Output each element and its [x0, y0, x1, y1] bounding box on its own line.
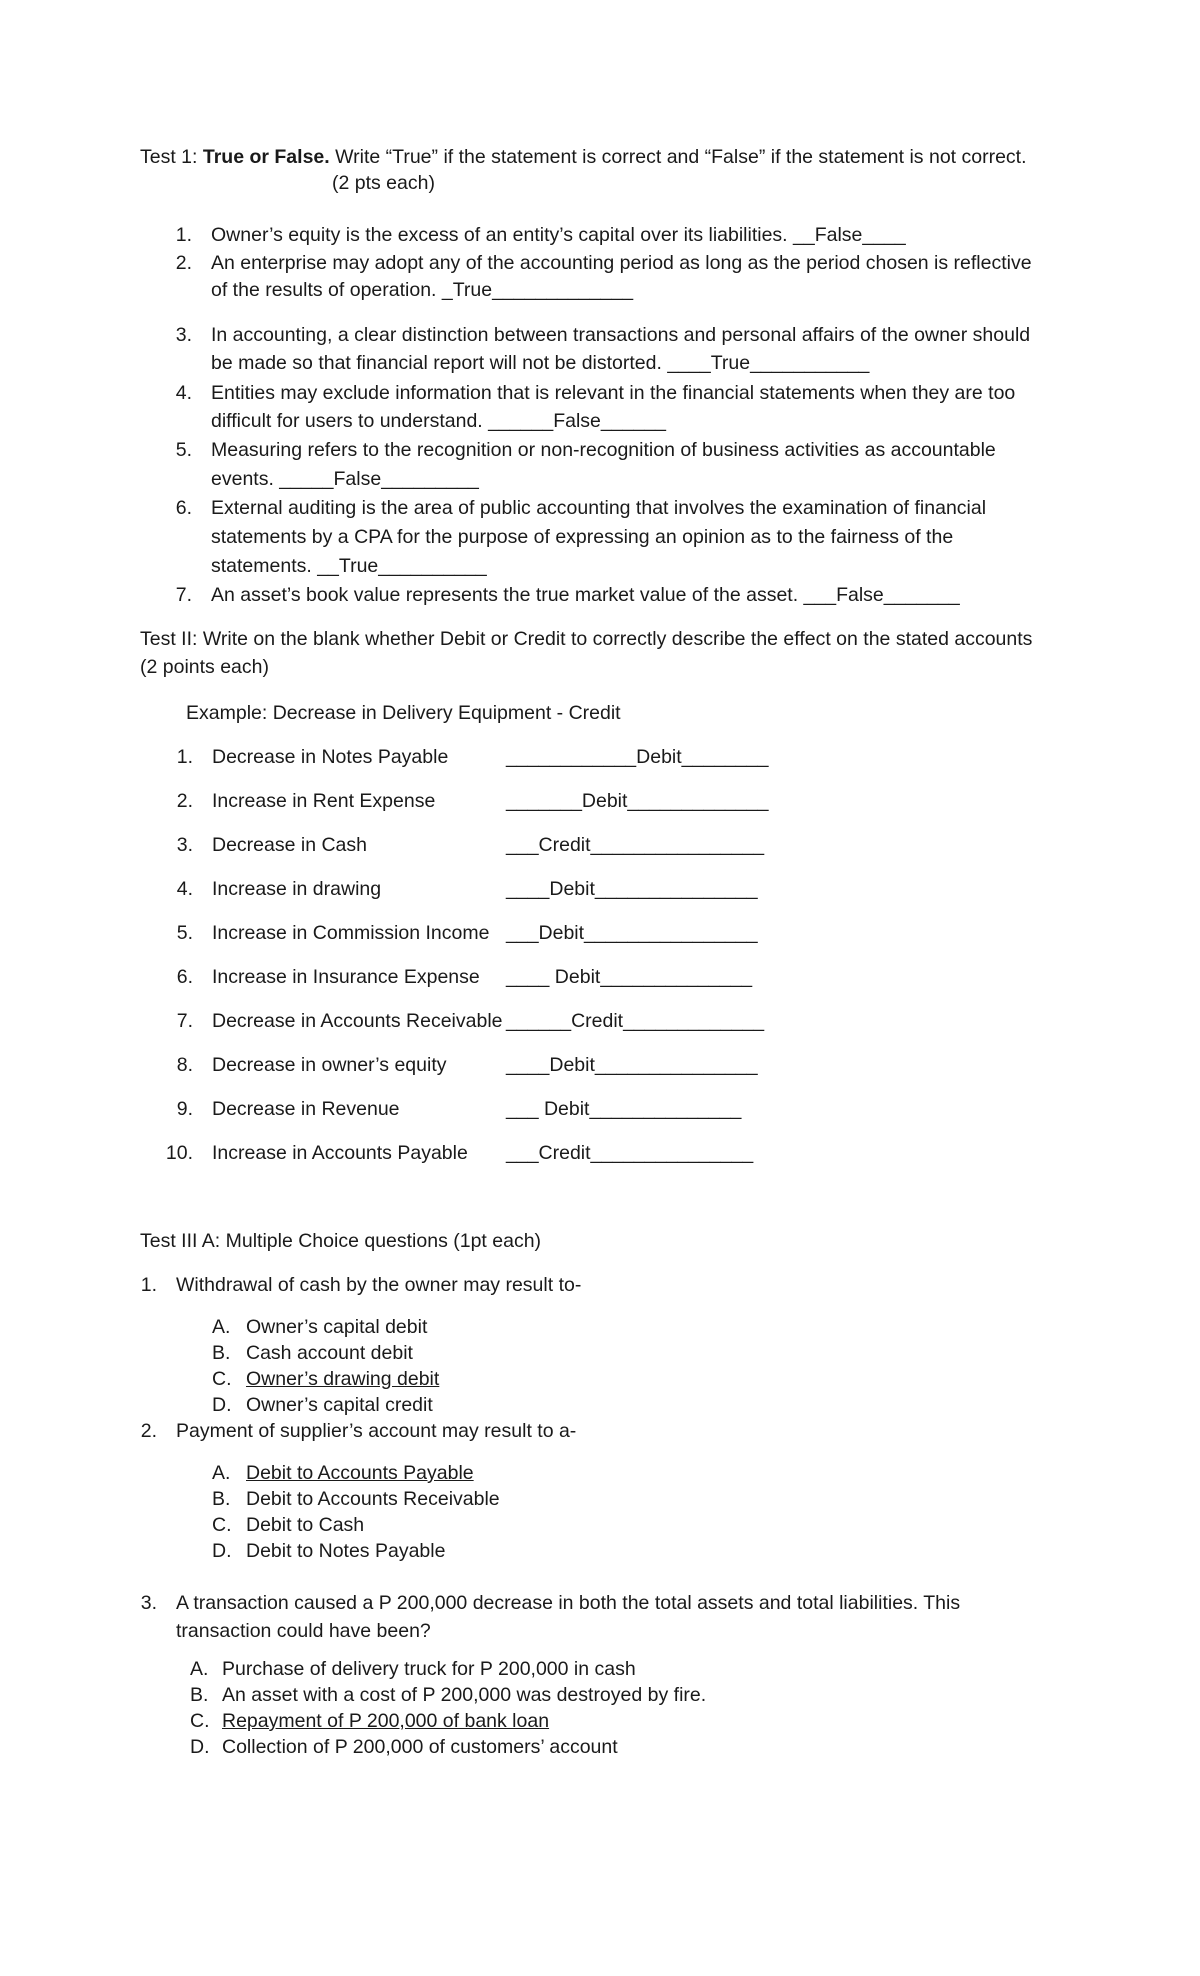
- test1-item-line: Measuring refers to the recognition or non-recognition of business activities as accountable: [211, 439, 996, 461]
- question-text: A transaction caused a P 200,000 decrease in both the total assets and total liabilities. This: [176, 1592, 961, 1614]
- test2-heading: Test II: Write on the blank whether Debit or Credit to correctly describe the effect on the stated accounts: [140, 628, 1033, 650]
- test2-item-number: 3.: [176, 834, 193, 856]
- test1-item-line: statements. __True__________: [211, 555, 487, 577]
- test1-item-line: External auditing is the area of public accounting that involves the examination of financial: [211, 497, 987, 519]
- question-text: Withdrawal of cash by the owner may result to-: [176, 1274, 582, 1296]
- test2-item-label: Increase in drawing: [212, 878, 382, 900]
- test1-item-line: be made so that financial report will not be distorted. ____True___________: [211, 352, 870, 374]
- question-text: Payment of supplier’s account may result to a-: [176, 1420, 577, 1442]
- test2-item-answer: ____Debit_______________: [506, 878, 758, 900]
- test1-points: (2 pts each): [332, 172, 435, 194]
- option-text: Debit to Cash: [246, 1514, 365, 1536]
- test2-item-answer: ___Credit________________: [506, 834, 765, 856]
- test1-item-line: An enterprise may adopt any of the accounting period as long as the period chosen is reflective: [211, 252, 1032, 274]
- test1-instructions: Write “True” if the statement is correct and “False” if the statement is not correct.: [329, 146, 1027, 168]
- test2-item-label: Decrease in Cash: [212, 834, 367, 856]
- test2-points: (2 points each): [140, 656, 269, 678]
- test1-item-number: 3.: [175, 324, 192, 346]
- test2-item-answer: ______Credit_____________: [506, 1010, 765, 1032]
- test2-item-label: Decrease in owner’s equity: [212, 1054, 447, 1076]
- option-text: Owner’s capital credit: [246, 1394, 433, 1416]
- test2-item-answer: ____ Debit______________: [506, 966, 753, 988]
- test1-item-number: 7.: [175, 584, 192, 606]
- option-text: Collection of P 200,000 of customers’ account: [222, 1736, 618, 1758]
- test2-item-number: 7.: [176, 1010, 193, 1032]
- test1-item-number: 4.: [175, 382, 192, 404]
- test1-item-line: difficult for users to understand. ______False______: [211, 410, 666, 432]
- option-letter: C.: [212, 1368, 232, 1390]
- option-letter: B.: [212, 1342, 231, 1364]
- option-letter: A.: [212, 1462, 231, 1484]
- test2-item-answer: _______Debit_____________: [506, 790, 769, 812]
- test2-item-answer: ____Debit_______________: [506, 1054, 758, 1076]
- test1-item-line: An asset’s book value represents the true market value of the asset. ___False_______: [211, 584, 960, 606]
- test1-heading: [140, 144, 1027, 170]
- test3-heading: Test III A: Multiple Choice questions (1pt each): [140, 1230, 542, 1252]
- test2-item-label: Increase in Accounts Payable: [212, 1142, 468, 1164]
- test1-title: True or False.: [202, 146, 330, 168]
- question-number: 2.: [140, 1420, 157, 1442]
- option-letter: A.: [190, 1658, 209, 1680]
- test1-item-line: statements by a CPA for the purpose of expressing an opinion as to the fairness of the: [211, 526, 954, 548]
- test1-item-line: Entities may exclude information that is relevant in the financial statements when they are too: [211, 382, 1016, 404]
- test2-item-number: 9.: [176, 1098, 193, 1120]
- option-text-correct: Debit to Accounts Payable: [246, 1462, 474, 1484]
- test2-item-label: Increase in Commission Income: [212, 922, 490, 944]
- test2-item-answer: ____________Debit________: [506, 746, 769, 768]
- option-text: Cash account debit: [246, 1342, 413, 1364]
- option-letter: D.: [212, 1394, 232, 1416]
- question-number: 1.: [140, 1274, 157, 1296]
- test2-item-number: 2.: [176, 790, 193, 812]
- option-letter: C.: [212, 1514, 232, 1536]
- test1-item-line: of the results of operation. _True_____________: [211, 279, 634, 301]
- question-text: transaction could have been?: [176, 1620, 431, 1642]
- option-text-correct: Repayment of P 200,000 of bank loan: [222, 1710, 550, 1732]
- test2-item-number: 5.: [176, 922, 193, 944]
- test2-item-number: 8.: [176, 1054, 193, 1076]
- test2-item-number: 6.: [176, 966, 193, 988]
- test2-item-number: 10.: [165, 1142, 193, 1164]
- test2-item-label: Increase in Rent Expense: [212, 790, 436, 812]
- test1-item-number: 5.: [175, 439, 192, 461]
- option-letter: A.: [212, 1316, 231, 1338]
- test1-item-number: 1.: [175, 224, 192, 246]
- option-letter: B.: [190, 1684, 209, 1706]
- test2-item-label: Decrease in Accounts Receivable: [212, 1010, 503, 1032]
- test2-item-label: Decrease in Notes Payable: [212, 746, 449, 768]
- option-text-correct: Owner’s drawing debit: [246, 1368, 440, 1390]
- test2-item-label: Increase in Insurance Expense: [212, 966, 480, 988]
- test2-item-number: 4.: [176, 878, 193, 900]
- test2-item-answer: ___Credit_______________: [506, 1142, 754, 1164]
- option-text: An asset with a cost of P 200,000 was destroyed by fire.: [222, 1684, 707, 1706]
- test1-item-line: In accounting, a clear distinction between transactions and personal affairs of the owner should: [211, 324, 1031, 346]
- test1-item-number: 2.: [175, 252, 192, 274]
- test2-item-answer: ___Debit________________: [506, 922, 758, 944]
- option-letter: D.: [190, 1736, 210, 1758]
- option-text: Debit to Accounts Receivable: [246, 1488, 500, 1510]
- test1-item-line: Owner’s equity is the excess of an entity’s capital over its liabilities. __False____: [211, 224, 906, 246]
- test1-prefix: Test 1:: [140, 146, 203, 168]
- option-text: Purchase of delivery truck for P 200,000 in cash: [222, 1658, 636, 1680]
- option-text: Owner’s capital debit: [246, 1316, 428, 1338]
- option-letter: D.: [212, 1540, 232, 1562]
- test2-item-label: Decrease in Revenue: [212, 1098, 400, 1120]
- test2-example: Example: Decrease in Delivery Equipment - Credit: [186, 702, 621, 724]
- question-number: 3.: [140, 1592, 157, 1614]
- option-text: Debit to Notes Payable: [246, 1540, 446, 1562]
- test1-item-number: 6.: [175, 497, 192, 519]
- test2-item-answer: ___ Debit______________: [506, 1098, 742, 1120]
- test1-item-line: events. _____False_________: [211, 468, 479, 490]
- option-letter: B.: [212, 1488, 231, 1510]
- test2-item-number: 1.: [176, 746, 193, 768]
- option-letter: C.: [190, 1710, 210, 1732]
